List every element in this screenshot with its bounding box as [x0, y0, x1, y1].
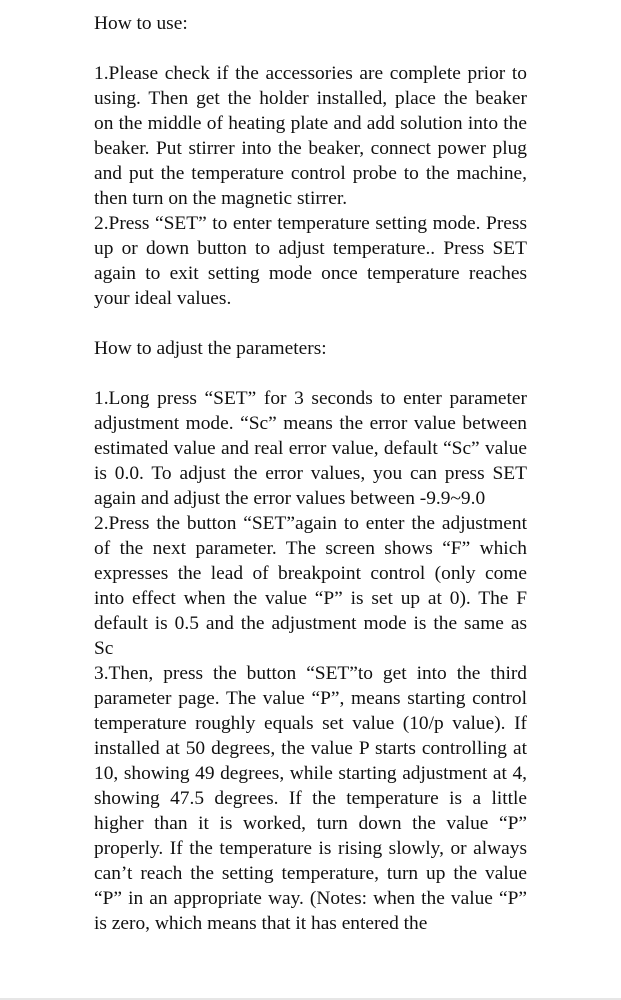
section-heading-how-to-use: How to use:: [94, 13, 188, 34]
spacer: [94, 361, 527, 386]
section-heading-adjust-parameters: How to adjust the parameters:: [94, 338, 327, 359]
spacer: [94, 311, 527, 336]
spacer: [94, 36, 527, 61]
adjust-parameters-step-2: 2.Press the button “SET”again to enter the adjustment of the next parameter. The screen shows “F” which expresses the lead of breakpoint control (only come into effect when the value “P” is set up at 0). The F default is 0.5 and the adjustment mode is the same as Sc: [94, 513, 527, 659]
adjust-parameters-step-3: 3.Then, press the button “SET”to get into the third parameter page. The value “P”, means starting control temperature roughly equals set value (10/p value). If installed at 50 degrees, the value P starts controlling at 10, showing 49 degrees, while starting adjustment at 4, showing 47.5 degrees. If the temperature is a little higher than it is worked, turn down the value “P” properly. If the temperature is rising slowly, or always can’t reach the setting temperature, turn up the value “P” in an appropriate way. (Notes: when the value “P” is zero, which means that it has entered the: [94, 663, 527, 934]
adjust-parameters-step-1: 1.Long press “SET” for 3 seconds to enter parameter adjustment mode. “Sc” means the error value between estimated value and real error value, default “Sc” value is 0.0. To adjust the error values, you can press SET again and adjust the error values between -9.9~9.0: [94, 388, 527, 509]
how-to-use-step-2: 2.Press “SET” to enter temperature setting mode. Press up or down button to adjust temperature.. Press SET again to exit setting mode once temperature reaches your ideal values.: [94, 213, 527, 309]
how-to-use-step-1: 1.Please check if the accessories are complete prior to using. Then get the holder installed, place the beaker on the middle of heating plate and add solution into the beaker. Put stirrer into the beaker, connect power plug and put the temperature control probe to the machine, then turn on the magnetic stirrer.: [94, 63, 527, 209]
instructions-document: [94, 11, 527, 936]
